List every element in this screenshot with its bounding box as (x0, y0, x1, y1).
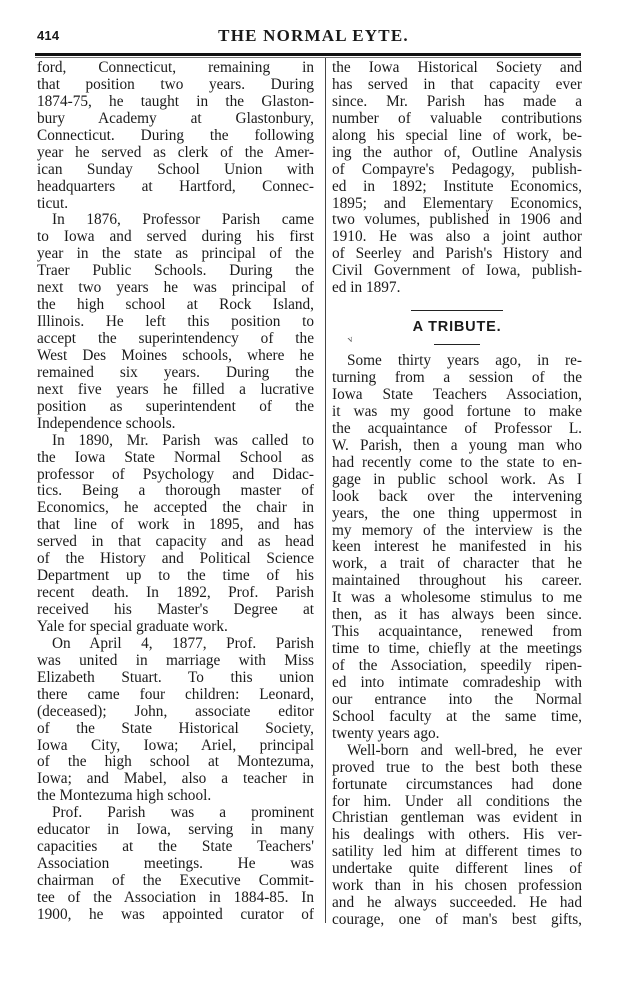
text-line: our entrance into the Normal (332, 690, 582, 708)
text-line: was united in marriage with Miss (37, 651, 314, 669)
text-line: chairman of the Executive Commit- (37, 872, 314, 889)
text-line: On April 4, 1877, Prof. Parish (52, 634, 314, 652)
text-line: W. Parish, then a young man who (332, 436, 582, 454)
text-line: educator in Iowa, serving in many (37, 821, 314, 839)
page-number: 414 (37, 28, 60, 43)
text-line: ing the author of, Outline Analysis (332, 143, 582, 161)
text-line: (deceased); John, associate editor (37, 702, 314, 720)
text-line: there came four children: Leonard, (37, 685, 314, 703)
pencil-mark: ᴠ (346, 333, 355, 346)
column-divider (325, 58, 326, 923)
text-line: received his Master's Degree at (37, 601, 314, 618)
text-line: 1874-75, he taught in the Glaston- (37, 92, 314, 110)
text-line: Connecticut. During the following (37, 126, 314, 144)
text-line: of Compayre's Pedagogy, publish- (332, 160, 582, 178)
text-line: ed into intimate comradeship with (332, 673, 582, 691)
text-line: ford, Connecticut, remaining in (37, 59, 314, 76)
text-line: Traer Public Schools. During the (37, 262, 314, 280)
text-line: bury Academy at Glastonbury, (37, 109, 314, 127)
text-line: Department up to the time of his (37, 567, 314, 585)
text-line: School faculty at the same time, (332, 707, 582, 725)
text-line: work than in his chosen profession (332, 877, 582, 895)
text-line: next five years he filled a lucrative (37, 380, 314, 398)
text-line: of Seerley and Parish's History and (332, 245, 582, 263)
text-line: that line of work in 1895, and has (37, 516, 314, 534)
text-line: the Montezuma high school. (37, 787, 212, 805)
text-line: the Iowa State Normal School as (37, 448, 314, 466)
text-line: 1900, he was appointed curator of (37, 905, 314, 923)
text-line: next two years he was principal of (37, 279, 314, 297)
text-line: recent death. In 1892, Prof. Parish (37, 584, 314, 602)
text-line: Prof. Parish was a prominent (52, 804, 314, 822)
text-line: Iowa State Teachers Association, (332, 386, 582, 403)
text-line: of the History and Political Science (37, 550, 314, 568)
text-line: In 1876, Professor Parish came (52, 211, 314, 229)
text-line: tics. Being a thorough master of (37, 482, 314, 500)
text-line: Illinois. He left this position to (37, 313, 314, 331)
text-line: professor of Psychology and Didac- (37, 465, 314, 483)
right-column (332, 60, 582, 929)
text-line: had recently come to the state to en- (332, 453, 582, 471)
text-line: Iowa City, Iowa; Ariel, principal (37, 736, 314, 754)
text-line: Yale for special graduate work. (37, 617, 228, 635)
text-line: year he served as clerk of the Amer- (37, 143, 314, 161)
biography-continuation (332, 60, 582, 297)
text-line: year in the state as principal of the (37, 245, 314, 263)
text-line: accept the superintendency of the (37, 330, 314, 347)
text-line: remained six years. During the (37, 363, 314, 381)
text-line: Civil Government of Iowa, publish- (332, 262, 582, 280)
text-line: has served in that capacity ever (332, 75, 582, 93)
text-line: of the high school at Montezuma, (37, 753, 314, 771)
text-line: number of valuable contributions (332, 109, 582, 127)
text-line: along his special line of work, be- (332, 126, 582, 144)
text-line: Independence schools. (37, 414, 176, 432)
left-column (37, 60, 314, 924)
text-line: Elizabeth Stuart. To this union (37, 668, 314, 686)
section-title: A TRIBUTE. (412, 319, 502, 336)
text-line: Association meetings. He was (37, 855, 314, 873)
text-line: served in that capacity and as head (37, 533, 314, 551)
text-line: fortunate circumstances had done (332, 775, 582, 793)
running-title: THE NORMAL EYTE. (218, 26, 409, 45)
text-line: look back over the intervening (332, 487, 582, 505)
text-line: Some thirty years ago, in re- (347, 352, 582, 370)
text-line: years, the one thing uppermost in (332, 504, 582, 522)
text-line: his dealings with others. His ver- (332, 826, 582, 844)
text-line: the high school at Rock Island, (37, 296, 314, 314)
text-line: Economics, he accepted the chair in (37, 499, 314, 517)
text-line: the acquaintance of Professor L. (332, 419, 582, 437)
text-line: since. Mr. Parish has made a (332, 92, 582, 110)
text-line: Well-born and well-bred, he ever (347, 741, 582, 759)
text-line: maintained throughout his career. (332, 572, 582, 590)
text-line: position as superintendent of the (37, 397, 314, 415)
text-line: two volumes, published in 1906 and (332, 211, 582, 229)
text-line: twenty years ago. (332, 724, 440, 742)
text-line: of the State Historical Society, (37, 719, 314, 737)
text-line: for him. Under all conditions the (332, 792, 582, 810)
text-line: ed in 1897. (332, 279, 401, 297)
tribute-text (332, 353, 582, 929)
page-header (35, 24, 582, 46)
text-line: courage, one of man's best gifts, (332, 911, 582, 929)
text-line: It was a wholesome stimulus to me (332, 589, 582, 607)
text-line: Iowa; and Mabel, also a teacher in (37, 770, 314, 788)
text-line: proved true to the best both these (332, 758, 582, 776)
header-rule-thick (35, 53, 581, 56)
text-line: 1895; and Elementary Economics, (332, 194, 582, 212)
text-line: that position two years. During (37, 75, 314, 93)
text-line: of the Association, speedily ripen- (332, 657, 582, 674)
text-line: Christian gentleman was evident in (332, 809, 582, 827)
text-line: time to time, chiefly at the meetings (332, 640, 582, 658)
text-line: tee of the Association in 1884-85. In (37, 888, 314, 906)
text-line: West Des Moines schools, where he (37, 346, 314, 364)
text-line: my memory of the interview is the (332, 521, 582, 539)
text-line: This acquaintance, renewed from (332, 623, 582, 641)
text-line: capacities at the State Teachers' (37, 838, 314, 856)
text-line: undertake quite different lines of (332, 860, 582, 878)
text-line: In 1890, Mr. Parish was called to (52, 431, 314, 449)
text-line: work, a trait of character that he (332, 555, 582, 573)
text-line: gage in public school work. As I (332, 470, 582, 488)
text-line: to Iowa and served during his first (37, 228, 314, 246)
text-line: and he always succeeded. He had (332, 894, 582, 912)
text-line: ican Sunday School Union with (37, 160, 314, 178)
text-line: headquarters at Hartford, Connec- (37, 177, 314, 195)
text-line: then, as it has always been since. (332, 606, 582, 624)
text-line: turning from a session of the (332, 369, 582, 387)
header-rule-thin (35, 57, 581, 58)
text-line: keen interest he manifested in his (332, 538, 582, 556)
text-line: it was my good fortune to make (332, 402, 582, 420)
text-line: ticut. (37, 194, 69, 212)
text-line: the Iowa Historical Society and (332, 59, 582, 76)
text-line: satility led him at different times to (332, 843, 582, 861)
text-line: ed in 1892; Institute Economics, (332, 177, 582, 195)
text-line: 1910. He was also a joint author (332, 228, 582, 246)
